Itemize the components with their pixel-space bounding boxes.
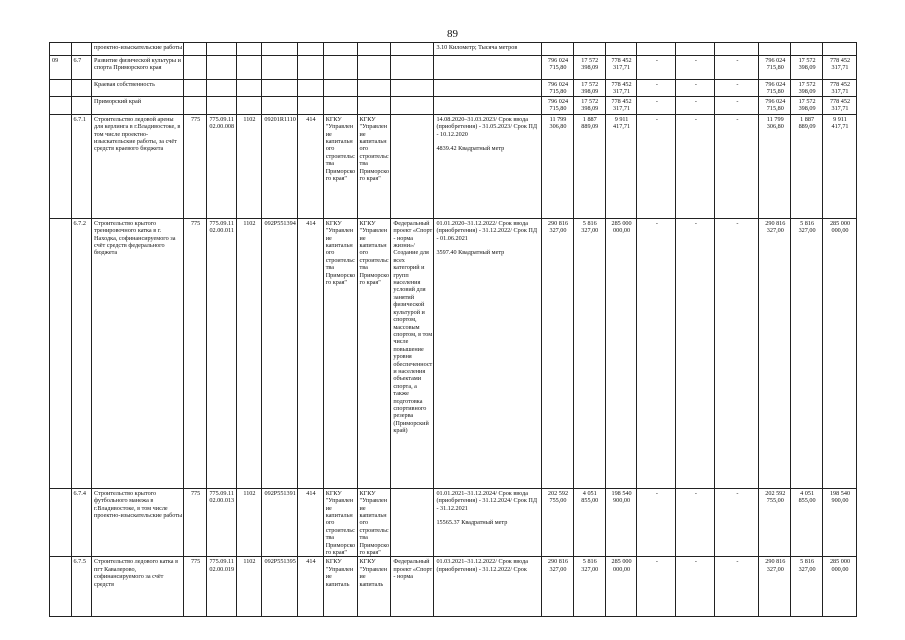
table-cell-c3: Строительство ледовой арены для керлинга в г.Владивостоке, в том числе проектно-изыскательские работы, за счёт средств краевого бюджета: [92, 114, 184, 218]
table-cell-c4: [184, 43, 207, 56]
table-cell-c9: [323, 96, 357, 114]
table-cell-c12: 01.01.2021–31.12.2024/ Срок ввода (приобретения) - 31.12.2024/ Срок ПД - 31.12.2021 15565.37 Квадратный метр: [434, 488, 542, 557]
table-cell-c6: [236, 80, 262, 97]
table-cell-c13: 202 592 755,00: [542, 488, 574, 557]
table-cell-c19: 290 816 327,00: [759, 557, 791, 617]
table-cell-c10: КГКУ "Управление капитального строительства Приморского края": [357, 218, 391, 488]
table-cell-c2: [71, 43, 92, 56]
table-cell-c9: [323, 80, 357, 97]
table-cell-c5: 775.09.1102.00.013: [206, 488, 236, 557]
table-cell-c10: КГКУ "Управление капитального строительства Приморского края": [357, 114, 391, 218]
table-cell-c11: [391, 56, 434, 80]
table-cell-c4: 775: [184, 218, 207, 488]
table-cell-c9: КГКУ "Управление капитального строительства Приморского края": [323, 114, 357, 218]
table-cell-c4: [184, 96, 207, 114]
table-cell-c8: [298, 80, 324, 97]
table-cell-c9: [323, 56, 357, 80]
table-cell-c7: [262, 56, 298, 80]
table-cell-c11: [391, 114, 434, 218]
table-cell-c16: -: [637, 114, 676, 218]
table-cell-c1: [50, 218, 72, 488]
table-cell-c7: [262, 43, 298, 56]
table-cell-c11: Федеральный проект «Спорт - норма жизни»/Создание для всех категорий и групп населения условий для занятий физической культурой и спортом, массовым спортом, в том числе повышение уровня обеспеченности населения объектами спорта, а также подготовка спортивного резерва (Приморский край): [391, 218, 434, 488]
table-cell-c20: 17 572 398,09: [791, 56, 823, 80]
table-cell-c9: КГКУ "Управление капитального строительства Приморского края": [323, 488, 357, 557]
table-cell-c13: 290 816 327,00: [542, 218, 574, 488]
table-cell-c17: -: [676, 96, 715, 114]
table-cell-c21: 285 000 000,00: [822, 218, 856, 488]
page-number: 89: [447, 28, 458, 40]
table-cell-c15: 285 000 000,00: [605, 218, 637, 488]
table-cell-c20: 5 816 327,00: [791, 218, 823, 488]
table-cell-c7: 092P551394: [262, 218, 298, 488]
table-cell-c12: 14.08.2020–31.03.2023/ Срок ввода (приобретения) - 31.05.2023/ Срок ПД - 10.12.2020 4839.42 Квадратный метр: [434, 114, 542, 218]
table-cell-c21: 778 452 317,71: [822, 96, 856, 114]
table-row: [50, 96, 857, 114]
table-cell-c6: 1102: [236, 557, 262, 617]
table-cell-c13: 290 816 327,00: [542, 557, 574, 617]
table-cell-c18: -: [715, 80, 759, 97]
table-cell-c18: -: [715, 557, 759, 617]
table-cell-c7: 09201R1110: [262, 114, 298, 218]
table-cell-c12: 01.03.2021–31.12.2022/ Срок ввода (приобретения) - 31.12.2022/ Срок: [434, 557, 542, 617]
table-cell-c7: [262, 96, 298, 114]
table-cell-c20: 17 572 398,09: [791, 96, 823, 114]
table-cell-c17: -: [676, 114, 715, 218]
table-cell-c17: -: [676, 218, 715, 488]
table-cell-c21: 778 452 317,71: [822, 80, 856, 97]
table-row: [50, 56, 857, 80]
table-cell-c20: 4 051 855,00: [791, 488, 823, 557]
table-cell-c16: -: [637, 557, 676, 617]
table-cell-c19: 796 024 715,80: [759, 96, 791, 114]
table-row: [50, 218, 857, 488]
table-cell-c11: [391, 43, 434, 56]
table-cell-c3: Приморский край: [92, 96, 184, 114]
table-cell-c1: [50, 557, 72, 617]
table-cell-c17: -: [676, 80, 715, 97]
table-cell-c14: 17 572 398,09: [573, 80, 605, 97]
table-cell-c14: 17 572 398,09: [573, 56, 605, 80]
table-cell-c5: [206, 56, 236, 80]
table-cell-c19: 290 816 327,00: [759, 218, 791, 488]
table-cell-c17: [676, 43, 715, 56]
table-cell-c12: [434, 96, 542, 114]
table-cell-c10: КГКУ "Управление капитального строительства Приморского края": [357, 488, 391, 557]
table-cell-c6: [236, 43, 262, 56]
table-cell-c6: 1102: [236, 218, 262, 488]
table-cell-c2: 6.7: [71, 56, 92, 80]
table-cell-c1: [50, 43, 72, 56]
table-cell-c16: -: [637, 96, 676, 114]
table-cell-c3: Краевая собственность: [92, 80, 184, 97]
table-cell-c8: [298, 96, 324, 114]
table-cell-c20: 1 887 889,09: [791, 114, 823, 218]
table-cell-c11: [391, 488, 434, 557]
table-cell-c16: -: [637, 488, 676, 557]
table-row: [50, 43, 857, 56]
table-row: [50, 488, 857, 557]
table-cell-c1: 09: [50, 56, 72, 80]
table-cell-c20: 17 572 398,09: [791, 80, 823, 97]
table-cell-c9: [323, 43, 357, 56]
table-cell-c14: 5 816 327,00: [573, 557, 605, 617]
table-cell-c19: 796 024 715,80: [759, 80, 791, 97]
table-cell-c12: [434, 56, 542, 80]
table-cell-c17: -: [676, 488, 715, 557]
table-cell-c12: [434, 80, 542, 97]
table-cell-c7: 092P551391: [262, 488, 298, 557]
table-row: [50, 114, 857, 218]
table-cell-c8: 414: [298, 557, 324, 617]
table-cell-c3: проектно-изыскательские работы: [92, 43, 184, 56]
table-cell-c4: [184, 80, 207, 97]
table-cell-c8: [298, 56, 324, 80]
table-cell-c17: -: [676, 557, 715, 617]
table-cell-c15: 285 000 000,00: [605, 557, 637, 617]
table-cell-c14: [573, 43, 605, 56]
table-cell-c16: -: [637, 218, 676, 488]
table-cell-c5: 775.09.1102.00.011: [206, 218, 236, 488]
table-cell-c21: 778 452 317,71: [822, 56, 856, 80]
table-cell-c21: [822, 43, 856, 56]
table-cell-c5: 775.09.1102.00.019: [206, 557, 236, 617]
table-cell-c2: [71, 80, 92, 97]
table-cell-c11: [391, 80, 434, 97]
table-cell-c4: 775: [184, 114, 207, 218]
table-cell-c2: [71, 96, 92, 114]
table-cell-c12: 01.01.2020–31.12.2022/ Срок ввода (приобретения) - 31.12.2022/ Срок ПД - 01.06.2021 3597.40 Квадратный метр: [434, 218, 542, 488]
table-cell-c7: 092P551395: [262, 557, 298, 617]
table-cell-c13: [542, 43, 574, 56]
table-cell-c1: [50, 488, 72, 557]
table-cell-c1: [50, 114, 72, 218]
table-cell-c10: КГКУ "Управление капиталь: [357, 557, 391, 617]
table-cell-c13: 11 799 306,80: [542, 114, 574, 218]
table-cell-c14: 17 572 398,09: [573, 96, 605, 114]
table-cell-c15: 9 911 417,71: [605, 114, 637, 218]
table-cell-c7: [262, 80, 298, 97]
table-cell-c16: -: [637, 56, 676, 80]
table-cell-c15: 778 452 317,71: [605, 56, 637, 80]
table-cell-c13: 796 024 715,80: [542, 56, 574, 80]
table-cell-c8: 414: [298, 218, 324, 488]
table-cell-c6: [236, 96, 262, 114]
table-cell-c15: [605, 43, 637, 56]
table-cell-c2: 6.7.5: [71, 557, 92, 617]
table-cell-c19: 796 024 715,80: [759, 56, 791, 80]
table-cell-c18: [715, 43, 759, 56]
table-row: [50, 557, 857, 617]
table-cell-c1: [50, 80, 72, 97]
table-cell-c9: КГКУ "Управление капитального строительства Приморского края": [323, 218, 357, 488]
table-cell-c2: 6.7.4: [71, 488, 92, 557]
table-cell-c13: 796 024 715,80: [542, 96, 574, 114]
table-cell-c10: [357, 56, 391, 80]
table-cell-c4: [184, 56, 207, 80]
table-cell-c3: Развитие физической культуры и спорта Приморского края: [92, 56, 184, 80]
table-cell-c20: [791, 43, 823, 56]
table-cell-c19: 11 799 306,80: [759, 114, 791, 218]
table-cell-c4: 775: [184, 488, 207, 557]
table-cell-c14: 4 051 855,00: [573, 488, 605, 557]
table-cell-c8: 414: [298, 488, 324, 557]
table-cell-c5: [206, 80, 236, 97]
table-cell-c3: Строительство крытого футбольного манежа в г.Владивостоке, в том числе проектно-изыскательские работы: [92, 488, 184, 557]
table-cell-c11: [391, 96, 434, 114]
table-cell-c6: 1102: [236, 488, 262, 557]
table-cell-c6: 1102: [236, 114, 262, 218]
table-cell-c19: [759, 43, 791, 56]
table-cell-c15: 778 452 317,71: [605, 80, 637, 97]
table-cell-c15: 778 452 317,71: [605, 96, 637, 114]
table-cell-c14: 1 887 889,09: [573, 114, 605, 218]
table-cell-c14: 5 816 327,00: [573, 218, 605, 488]
table-cell-c15: 198 540 900,00: [605, 488, 637, 557]
table-cell-c21: 9 911 417,71: [822, 114, 856, 218]
table-cell-c21: 285 000 000,00: [822, 557, 856, 617]
table-cell-c18: -: [715, 56, 759, 80]
table-cell-c10: [357, 80, 391, 97]
table-cell-c6: [236, 56, 262, 80]
table-cell-c18: -: [715, 114, 759, 218]
table-cell-c11: Федеральный проект «Спорт - норма: [391, 557, 434, 617]
table-cell-c16: [637, 43, 676, 56]
table-cell-c3: Строительство ледового катка в пгт Кавалерово, софинансируемого за счёт средств: [92, 557, 184, 617]
table-cell-c8: [298, 43, 324, 56]
table-cell-c5: 775.09.1102.00.008: [206, 114, 236, 218]
table-cell-c1: [50, 96, 72, 114]
table-cell-c5: [206, 43, 236, 56]
table-cell-c16: -: [637, 80, 676, 97]
table-row: [50, 80, 857, 97]
table-cell-c21: 198 540 900,00: [822, 488, 856, 557]
table-cell-c2: 6.7.1: [71, 114, 92, 218]
table-cell-c5: [206, 96, 236, 114]
table-cell-c18: -: [715, 96, 759, 114]
table-cell-c3: Строительство крытого тренировочного катка в г. Находка, софинансируемого за счёт средств федерального бюджета: [92, 218, 184, 488]
table-cell-c18: -: [715, 488, 759, 557]
table-cell-c12: 3.10 Километр; Тысяча метров: [434, 43, 542, 56]
table-cell-c13: 796 024 715,80: [542, 80, 574, 97]
table-cell-c10: [357, 96, 391, 114]
table-cell-c18: -: [715, 218, 759, 488]
table-cell-c8: 414: [298, 114, 324, 218]
table-cell-c19: 202 592 755,00: [759, 488, 791, 557]
budget-table: [49, 42, 857, 617]
table-cell-c4: 775: [184, 557, 207, 617]
table-cell-c20: 5 816 327,00: [791, 557, 823, 617]
table-cell-c17: -: [676, 56, 715, 80]
table-cell-c9: КГКУ "Управление капиталь: [323, 557, 357, 617]
table-cell-c10: [357, 43, 391, 56]
table-cell-c2: 6.7.2: [71, 218, 92, 488]
